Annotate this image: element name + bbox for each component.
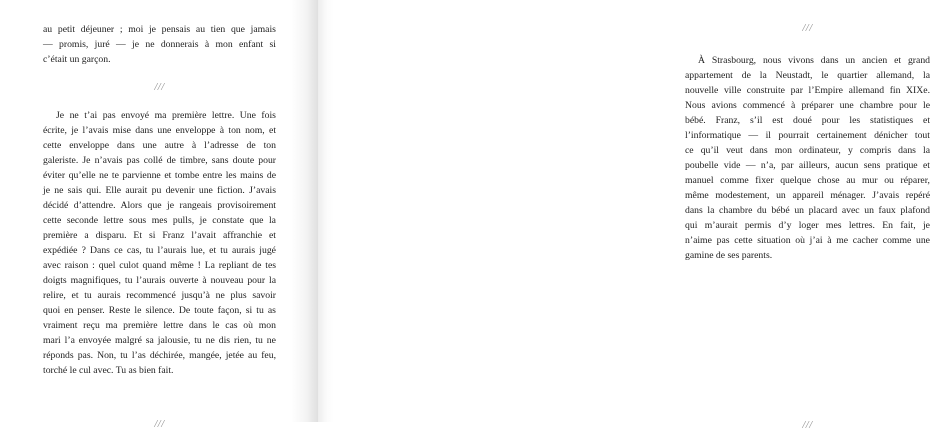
paragraph	[43, 108, 276, 378]
text-line: cette enveloppe dans une autre à l’adresse de ton	[43, 140, 276, 151]
page-left[interactable]	[0, 0, 320, 430]
text-line: Nous avions commencé à préparer une chambre pour le	[685, 100, 930, 111]
text-line: avec raison : quel culot quand même ! La repliant de tes	[43, 260, 277, 271]
text-line: au petit déjeuner ; moi je pensais au tien que jamais	[43, 24, 276, 35]
text-line: je ne sais qui. Elle aurait pu devenir une fiction. J’avais	[43, 185, 276, 196]
section-separator: ///	[154, 419, 165, 430]
text-line: expédiée ? Dans ce cas, tu l’aurais lue, et tu aurais jugé	[43, 245, 276, 256]
text-line: quoi en penser. Reste le silence. De toute façon, si tu as	[43, 305, 276, 316]
text-line: Je ne t’ai pas envoyé ma première lettre. Une fois	[56, 110, 276, 121]
text-line: écrite, je l’avais mise dans une enveloppe à ton nom, et	[43, 125, 277, 136]
text-line: l’informatique — il pourrait certainement dénicher tout	[685, 130, 930, 141]
text-line: poubelle vide — n’a, par ailleurs, aucun sens pratique et	[685, 160, 930, 171]
text-line: relire, et tu aurais recommencé jusqu’à ne plus savoir	[43, 290, 277, 301]
page-right[interactable]	[320, 0, 930, 431]
text-line: première a disparu. Et si Franz l’avait affranchie et	[43, 230, 276, 241]
paragraph	[43, 22, 276, 67]
text-line: doigts magnifiques, tu l’aurais ouverte à nouveau pour la	[43, 275, 277, 286]
text-line: éviter qu’elle ne te parvienne et tombe entre les mains de	[43, 170, 277, 181]
text-line: ce qu’il veut dans mon ordinateur, y compris dans la	[685, 145, 930, 156]
section-separator: ///	[154, 82, 165, 93]
text-line: gamine de ses parents.	[685, 250, 773, 261]
text-line: — promis, juré — je ne donnerais à mon enfant si	[43, 39, 276, 50]
text-line: décidé d’attendre. Alors que je rangeais provisoirement	[43, 200, 276, 211]
paragraph	[685, 53, 930, 263]
text-line: c’était un garçon.	[43, 54, 111, 65]
page-left-text-column	[43, 22, 276, 432]
section-separator: ///	[802, 420, 813, 431]
text-line: dans la chambre du bébé un placard avec un faux plafond	[685, 205, 930, 216]
section-separator: ///	[802, 23, 813, 34]
text-line: nouvelle ville construite par l’Empire allemand fin XIXe.	[685, 85, 930, 96]
text-line: mari l’a envoyée malgré sa jalousie, tu ne dis rien, tu ne	[43, 335, 276, 346]
text-line: bébé. Franz, s’il est doué pour les statistiques et	[685, 115, 930, 126]
text-line: À Strasbourg, nous vivons dans un ancien et grand	[698, 55, 930, 66]
text-line: même modestement, un appareil ménager. J’avais repéré	[685, 190, 930, 201]
text-line: cette seconde lettre sous mes pulls, je constate que la	[43, 215, 276, 226]
text-line: vraiment reçu ma première lettre dans le cas où mon	[43, 320, 276, 331]
text-line: torché le cul avec. Tu as bien fait.	[43, 365, 174, 376]
text-line: n’aime pas cette situation où j’ai à me cacher comme une	[685, 235, 930, 246]
text-line: galeriste. Je n’avais pas collé de timbre, sans doute pour	[43, 155, 277, 166]
text-line: réponds pas. Non, tu l’as déchirée, mangée, jetée au feu,	[43, 350, 276, 361]
page-right-text-column	[685, 21, 930, 433]
text-line: qui m’aurait permis d’y loger mes lettres. En fait, je	[685, 220, 930, 231]
text-line: manuel comme fixer quelque chose au mur ou réparer,	[685, 175, 930, 186]
text-line: appartement de la Neustadt, le quartier allemand, la	[685, 70, 930, 81]
